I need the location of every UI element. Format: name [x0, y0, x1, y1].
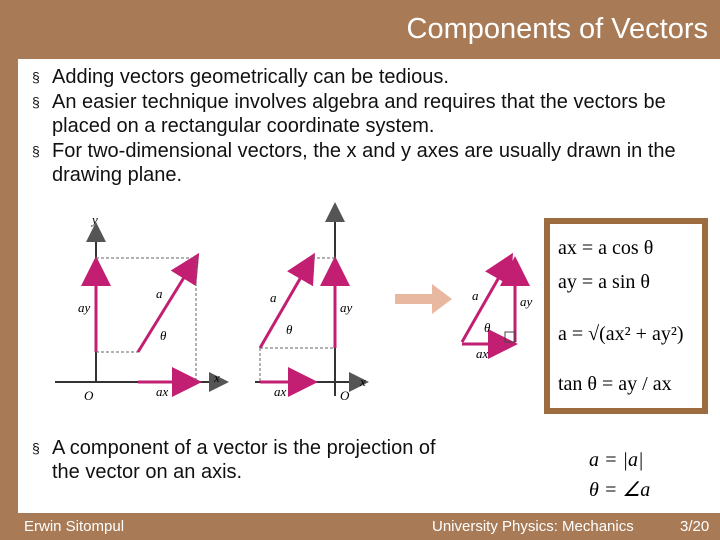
header: [0, 0, 720, 58]
theta-label: θ: [484, 320, 491, 335]
x-axis-label: x: [360, 374, 366, 389]
ax-label: ax: [274, 384, 287, 399]
page-number: 3/20: [680, 518, 710, 535]
bullet-list-bottom: [32, 436, 452, 484]
origin-label: O: [340, 388, 350, 403]
bullet-item: § Adding vectors geometrically can be tedious.: [32, 66, 449, 88]
ay-label: ay: [78, 300, 91, 315]
x-axis-label: x: [214, 370, 220, 385]
angle-notation: θ = ∠a: [589, 479, 651, 501]
theta-label: θ: [160, 328, 167, 343]
bullet-marker: §: [32, 440, 40, 456]
ax-label: ax: [156, 384, 169, 399]
footer-course: University Physics: Mechanics: [432, 518, 634, 535]
bullet-list: [32, 65, 712, 188]
bullet-item: § An easier technique involves algebra and requires that the vectors be placed on a rectangular coordinate system.: [32, 91, 666, 137]
y-axis-label: y: [92, 212, 98, 227]
magnitude-equation: a = √(ax² + ay²): [558, 323, 684, 345]
bullet-marker: §: [32, 94, 40, 110]
transform-arrow-icon: [395, 284, 452, 314]
footer-author: Erwin Sitompul: [24, 518, 125, 535]
a-label: a: [270, 290, 277, 305]
bullet-marker: §: [32, 69, 40, 85]
origin-label: O: [84, 388, 94, 403]
diagram-triangle: [462, 258, 533, 361]
vector-components-figure: [40, 196, 540, 416]
ax-equation: ax = a cos θ: [558, 237, 654, 259]
equation-box: [544, 218, 708, 414]
equations-svg: [550, 224, 702, 408]
notation-equations: [585, 438, 695, 502]
a-label: a: [156, 286, 163, 301]
ay-label: ay: [520, 294, 533, 309]
a-label: a: [472, 288, 479, 303]
bullet-marker: §: [32, 143, 40, 159]
magnitude-notation: a = |a|: [589, 449, 644, 471]
bullet-item: § A component of a vector is the projection of the vector on an axis.: [32, 437, 436, 483]
ay-label: ay: [340, 300, 353, 315]
ay-equation: ay = a sin θ: [558, 271, 650, 293]
slide-title: Components of Vectors: [406, 13, 708, 45]
ax-label: ax: [476, 346, 489, 361]
diagram-standard-axes: [55, 212, 225, 403]
bullet-item: § For two-dimensional vectors, the x and y axes are usually drawn in the drawing plane.: [32, 140, 676, 186]
tan-equation: tan θ = ay / ax: [558, 373, 672, 395]
theta-label: θ: [286, 322, 293, 337]
diagram-shifted-axes: [255, 206, 366, 403]
